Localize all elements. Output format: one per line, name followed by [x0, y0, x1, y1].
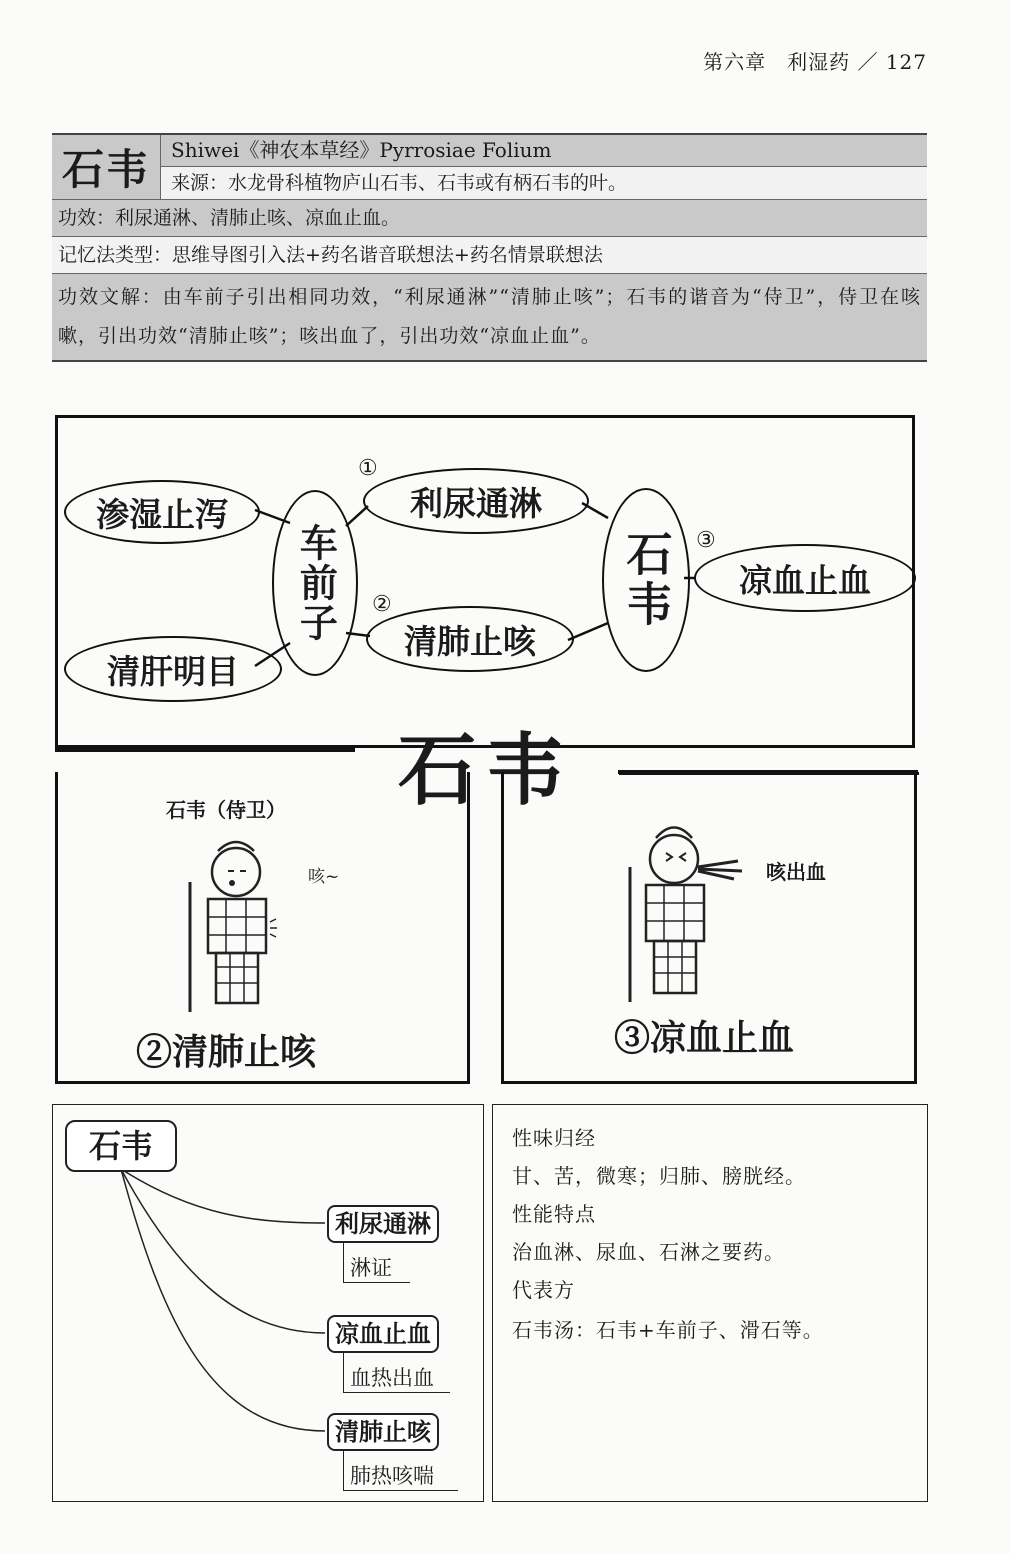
oval-left-top: 渗湿止泻 [64, 480, 260, 544]
oval-right: 凉血止血 [694, 544, 916, 612]
efficacy-tree-box [52, 1104, 484, 1502]
oval-left-bottom: 清肝明目 [64, 636, 282, 702]
herb-efficacy: 功效：利尿通淋、清肺止咳、凉血止血。 [52, 200, 927, 237]
prop-heading-1: 性味归经 [512, 1126, 596, 1150]
title-row [52, 135, 927, 200]
marker-2: ② [372, 592, 392, 617]
center-right-label: 石韦 [619, 530, 674, 630]
prop-heading-2: 性能特点 [512, 1202, 596, 1226]
prop-heading-3: 代表方 [512, 1278, 575, 1302]
tree-sub-3: 肺热咳喘 [343, 1450, 458, 1491]
cough-sound: 咳~ [308, 867, 340, 887]
coughing-blood-guard-illustration [616, 807, 776, 1007]
oval-mid-top: 利尿通淋 [363, 468, 589, 534]
comic-panel-left [55, 772, 470, 1084]
prop-text-3: 石韦汤：石韦+车前子、滑石等。 [512, 1318, 824, 1342]
herb-latin-name: Shiwei《神农本草经》Pyrrosiae Folium [161, 135, 927, 167]
comic-panel-right [501, 772, 917, 1084]
marker-1: ① [358, 456, 378, 481]
mind-map-frame [55, 415, 915, 748]
left-caption: ②清肺止咳 [136, 1031, 317, 1073]
memory-method-type: 记忆法类型：思维导图引入法+药名谐音联想法+药名情景联想法 [52, 237, 927, 274]
coughing-guard-illustration [178, 827, 308, 1017]
title-rule-left [55, 748, 355, 752]
prop-text-1: 甘、苦，微寒；归肺、膀胱经。 [512, 1164, 806, 1188]
big-title: 石韦 [398, 725, 575, 816]
herb-name: 石韦 [52, 135, 161, 199]
tree-sub-2: 血热出血 [343, 1352, 450, 1393]
guard-label: 石韦（侍卫） [166, 798, 286, 822]
efficacy-explanation: 功效文解：由车前子引出相同功效，“利尿通淋”“清肺止咳”；石韦的谐音为“侍卫”，侍卫在咳嗽，引出功效“清肺止咳”；咳出血了，引出功效“凉血止血”。 [52, 274, 927, 360]
right-caption: ③凉血止血 [614, 1017, 795, 1059]
cough-blood-label: 咳出血 [766, 860, 826, 884]
tree-branch-2: 凉血止血 [327, 1315, 439, 1353]
herb-source: 来源：水龙骨科植物庐山石韦、石韦或有柄石韦的叶。 [161, 167, 927, 199]
oval-mid-bottom: 清肺止咳 [366, 606, 574, 672]
oval-center-right [602, 488, 690, 672]
center-left-label: 车前子 [293, 523, 339, 643]
tree-root: 石韦 [65, 1120, 177, 1172]
prop-text-2: 治血淋、尿血、石淋之要药。 [512, 1240, 785, 1264]
tree-sub-1: 淋证 [343, 1242, 410, 1283]
tree-branch-3: 清肺止咳 [327, 1413, 439, 1451]
tree-branch-1: 利尿通淋 [327, 1205, 439, 1243]
running-head: 第六章 利湿药 ／ 127 [703, 50, 927, 74]
marker-3: ③ [696, 528, 716, 553]
oval-center-left [272, 490, 358, 676]
herb-info-box [52, 133, 927, 362]
